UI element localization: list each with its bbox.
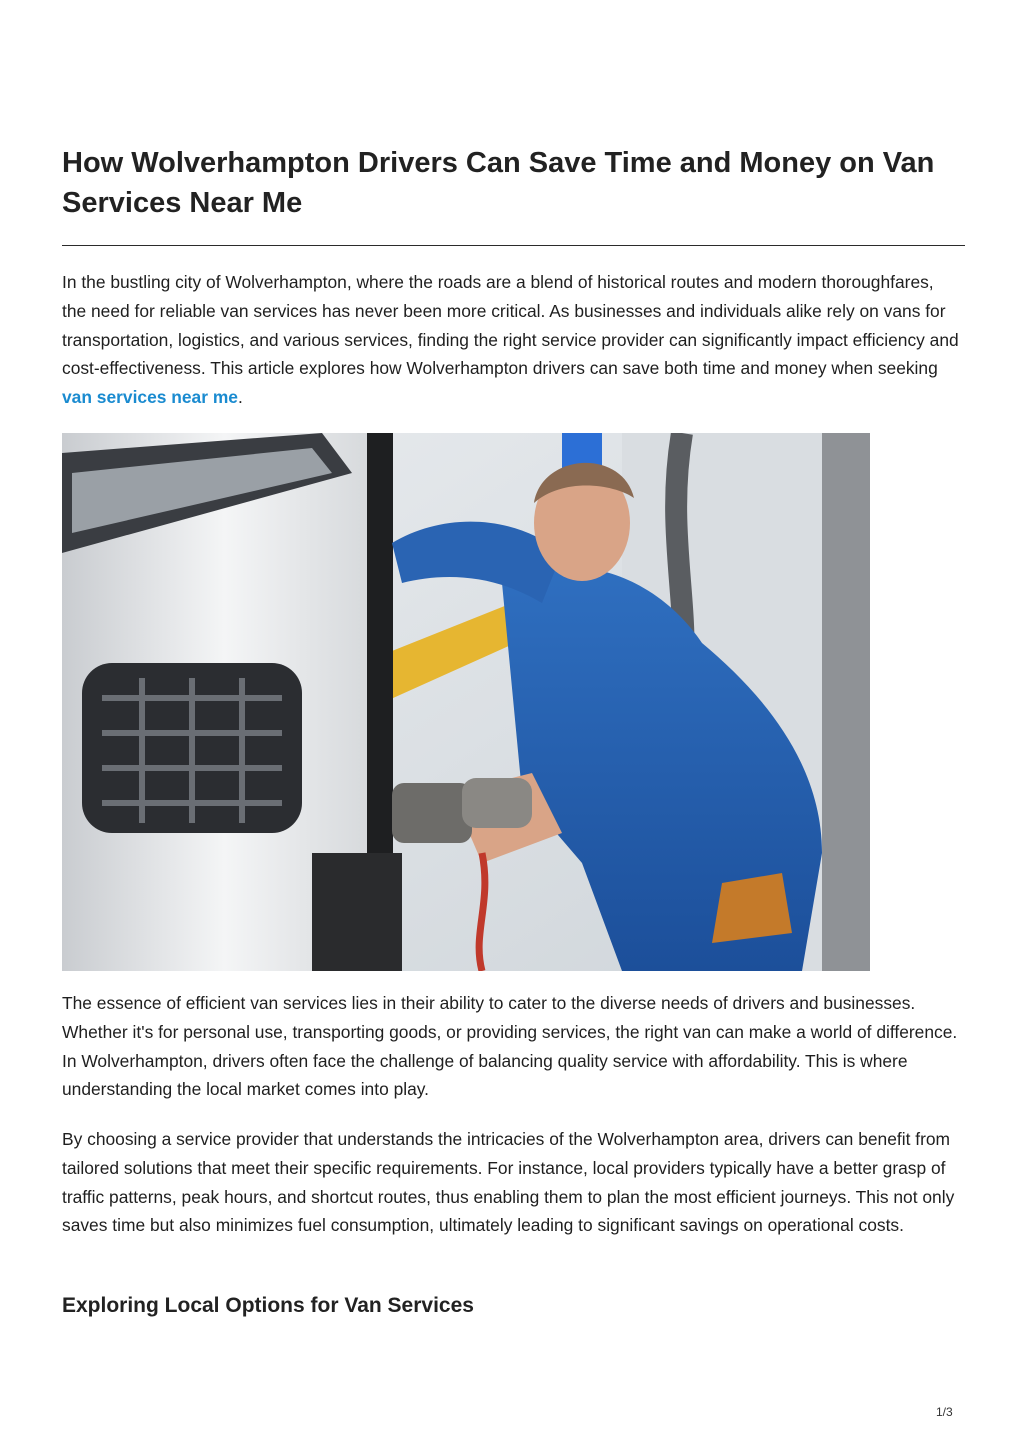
title-divider (62, 245, 965, 246)
section-heading: Exploring Local Options for Van Services (62, 1294, 474, 1317)
page-number: 1/3 (936, 1405, 953, 1419)
page-title: How Wolverhampton Drivers Can Save Time and Money on Van Services Near Me (62, 147, 935, 219)
van-services-link[interactable]: van services near me (62, 387, 238, 408)
body-paragraph-3: By choosing a service provider that understands the intricacies of the Wolverhampton area, drivers can benefit from tailored solutions that meet their specific requirements. For instance, local providers typically have a better grasp of traffic patterns, peak hours, and shortcut routes, thus enabling them to plan the most efficient journeys. This not only saves time but also minimizes fuel consumption, ultimately leading to significant savings on operational costs. (62, 1129, 955, 1236)
intro-paragraph (62, 268, 962, 412)
body-paragraph-2: The essence of efficient van services lies in their ability to cater to the diverse needs of drivers and businesses. Whether it's for personal use, transporting goods, or providing services, the right van can make a world of difference. In Wolverhampton, drivers often face the challenge of balancing quality service with affordability. This is where understanding the local market comes into play. (62, 993, 958, 1100)
mechanic-photo (62, 433, 870, 971)
intro-text-end: . (237, 387, 243, 408)
intro-text: In the bustling city of Wolverhampton, where the roads are a blend of historical routes and modern thoroughfares, the need for reliable van services has never been more critical. As businesses and individuals alike rely on vans for transportation, logistics, and various services, finding the right service provider can significantly impact efficiency and cost-effectiveness. This article explores how Wolverhampton drivers can save both time and money when seeking (62, 272, 959, 379)
